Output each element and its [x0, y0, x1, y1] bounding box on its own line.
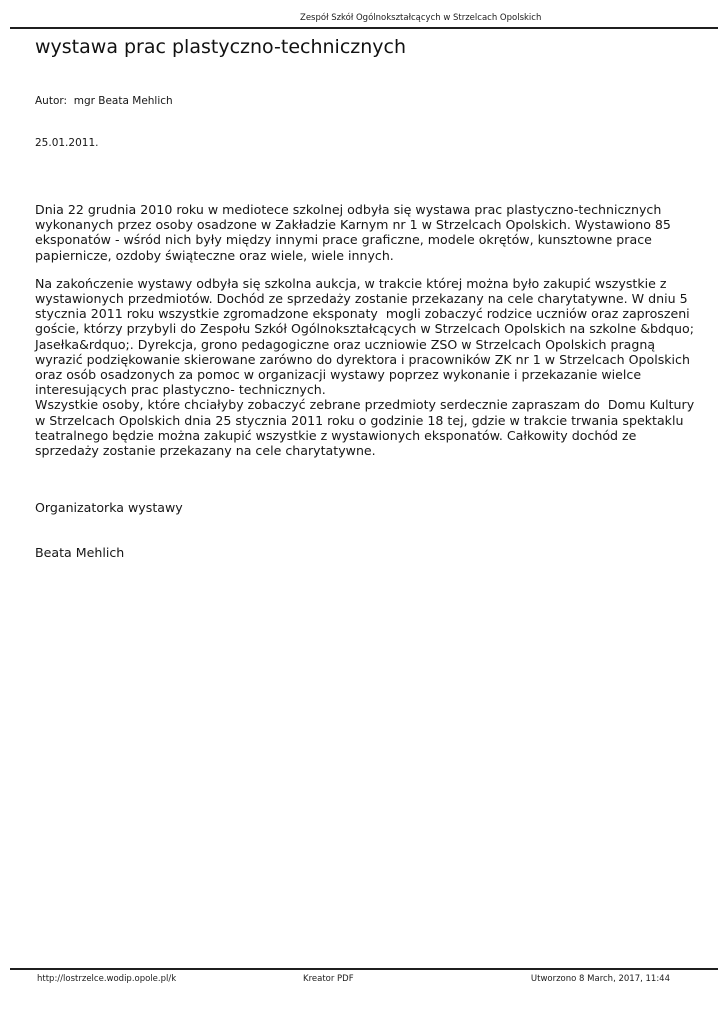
footer-divider [10, 968, 718, 970]
article-body [35, 202, 699, 591]
author-line: Autor: mgr Beata Mehlich [35, 95, 173, 107]
signature-name: Beata Mehlich [35, 545, 125, 561]
footer-created-timestamp: Utworzono 8 March, 2017, 11:44 [530, 974, 670, 984]
paragraph-3: Wszystkie osoby, które chciałyby zobaczyć zebrane przedmioty serdecznie zapraszam do Domu Kultury w Strzelcach Opolskich dnia 25 stycznia 2011 roku o godzinie 18 tej, gdzie w trakcie trwania spektaklu teatralnego będzie można zakupić wszystkie z wystawionych eksponatów. Całkowity dochód ze sprzedaży zostanie przekazany na cele charytatywne. [35, 397, 699, 459]
footer-row [0, 974, 725, 988]
site-header-title: Zespół Szkół Ogólnokształcących w Strzelcach Opolskich [300, 13, 542, 23]
page-footer [0, 968, 725, 998]
paragraph-2: Na zakończenie wystawy odbyła się szkolna aukcja, w trakcie której można było zakupić wszystkie z wystawionych przedmiotów. Dochód ze sprzedaży zostanie przekazany na cele charytatywne. W dniu 5 stycznia 2011 roku wszystkie zgromadzone eksponaty mogli zobaczyć rodzice uczniów oraz zaproszeni goście, którzy przybyli do Zespołu Szkół Ogólnokształcących w Strzelcach Opolskich na szkolne &bdquo; Jasełka&rdquo;. Dyrekcja, grono pedagogiczne oraz uczniowie ZSO w Strzelcach Opolskich pragną wyrazić podziękowanie skierowane zarówno do dyrektora i pracowników ZK nr 1 w Strzelcach Opolskich oraz osób osadzonych za pomoc w organizacji wystawy poprzez wykonanie i przekazanie wielce interesujących prac plastyczno- technicznych. [35, 275, 698, 398]
article-meta [35, 66, 695, 178]
article [35, 36, 699, 591]
footer-generator: Kreator PDF [303, 974, 354, 984]
signature-block [35, 469, 695, 591]
header-divider [10, 27, 718, 29]
paragraph-1: Dnia 22 grudnia 2010 roku w mediotece szkolnej odbyła się wystawa prac plastyczno-technicznych wykonanych przez osoby osadzone w Zakładzie Karnym nr 1 w Strzelcach Opolskich. Wystawiono 85 eksponatów - wśród nich były między innymi prace graficzne, modele okrętów, kunsztowne prace papiernicze, ozdoby świąteczne oraz wiele, wiele innych. [35, 202, 675, 263]
signature-role: Organizatorka wystawy [35, 499, 183, 515]
footer-url: http://lostrzelce.wodip.opole.pl/k [37, 974, 177, 984]
article-title: wystawa prac plastyczno-technicznych [35, 36, 407, 58]
date-line: 25.01.2011. [35, 137, 99, 149]
